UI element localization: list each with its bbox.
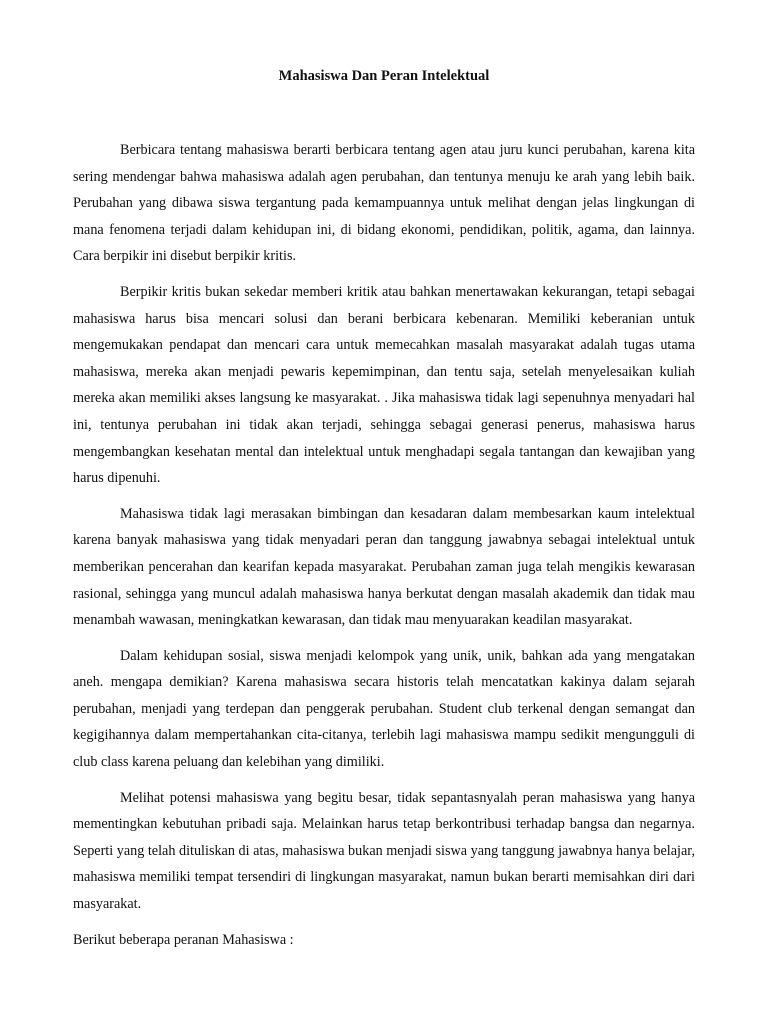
paragraph-2: Berpikir kritis bukan sekedar memberi kritik atau bahkan menertawakan kekurangan, tetapi sebagai mahasiswa harus bisa mencari solusi dan berani berbicara kebenaran. Memiliki keberanian untuk mengemukakan pendapat dan mencari cara untuk memecahkan masalah masyarakat adalah tugas utama mahasiswa, mereka akan menjadi pewaris kepemimpinan, dan tentu saja, setelah menyelesaikan kuliah mereka akan memiliki akses langsung ke masyarakat. . Jika mahasiswa tidak lagi sepenuhnya menyadari hal ini, tentunya perubahan ini tidak akan terjadi, sehingga sebagai generasi penerus, mahasiswa harus mengembangkan kesehatan mental dan intelektual untuk menghadapi segala tantangan dan kewajiban yang harus dipenuhi. bbox=[73, 283, 695, 487]
paragraph-3: Mahasiswa tidak lagi merasakan bimbingan dan kesadaran dalam membesarkan kaum intelektual karena banyak mahasiswa yang tidak menyadari peran dan tanggung jawabnya sebagai intelektual untuk memberikan pencerahan dan kearifan kepada masyarakat. Perubahan zaman juga telah mengikis kewarasan rasional, sehingga yang muncul adalah mahasiswa hanya berkutat dengan masalah akademik dan tidak mau menambah wawasan, meningkatkan kewarasan, dan tidak mau menyuarakan keadilan masyarakat. bbox=[73, 505, 695, 629]
document-body bbox=[73, 137, 695, 962]
paragraph-5: Melihat potensi mahasiswa yang begitu besar, tidak sepantasnyalah peran mahasiswa yang hanya mementingkan kebutuhan pribadi saja. Melainkan harus tetap berkontribusi terhadap bangsa dan negarnya. Seperti yang telah dituliskan di atas, mahasiswa bukan menjadi siswa yang tanggung jawabnya hanya belajar, mahasiswa memiliki tempat tersendiri di lingkungan masyarakat, namun bukan berarti memisahkan diri dari masyarakat. bbox=[73, 789, 695, 913]
document-title: Mahasiswa Dan Peran Intelektual bbox=[278, 68, 490, 84]
paragraph-1: Berbicara tentang mahasiswa berarti berbicara tentang agen atau juru kunci perubahan, karena kita sering mendengar bahwa mahasiswa adalah agen perubahan, dan tentunya menuju ke arah yang lebih baik. Perubahan yang dibawa siswa tergantung pada kemampuannya untuk melihat dengan jelas lingkungan di mana fenomena terjadi dalam kehidupan ini, di bidang ekonomi, pendidikan, politik, agama, dan lainnya. Cara berpikir ini disebut berpikir kritis. bbox=[73, 142, 695, 265]
closing-line: Berikut beberapa peranan Mahasiswa : bbox=[73, 931, 294, 948]
paragraph-4: Dalam kehidupan sosial, siswa menjadi kelompok yang unik, unik, bahkan ada yang mengatakan aneh. mengapa demikian? Karena mahasiswa secara historis telah mencatatkan kakinya dalam sejarah perubahan, menjadi yang terdepan dan penggerak perubahan. Student club terkenal dengan semangat dan kegigihannya dalam mempertahankan cita-citanya, terlebih lagi mahasiswa mampu sedikit mengungguli di club class karena peluang dan kelebihan yang dimiliki. bbox=[73, 647, 695, 771]
